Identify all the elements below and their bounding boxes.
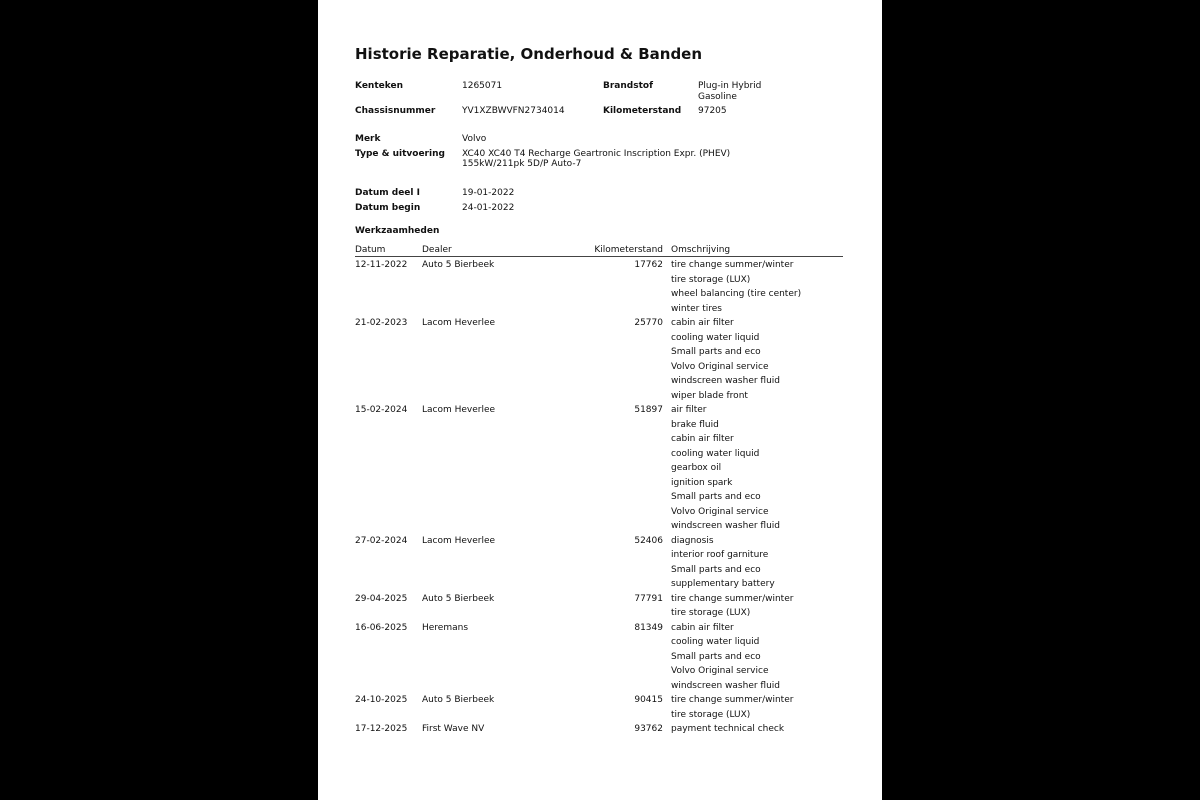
table-row bbox=[355, 592, 843, 621]
row-description: windscreen washer fluid bbox=[671, 376, 781, 386]
row-description: winter tires bbox=[671, 303, 722, 314]
werkzaamheden-heading: Werkzaamheden bbox=[355, 226, 440, 236]
kenteken-label: Kenteken bbox=[355, 81, 403, 91]
row-dealer: Heremans bbox=[422, 622, 469, 633]
kenteken-value: 1265071 bbox=[462, 81, 503, 91]
row-description: Small parts and eco bbox=[671, 492, 761, 502]
row-date: 24-10-2025 bbox=[355, 695, 408, 705]
row-dealer: Auto 5 Bierbeek bbox=[422, 260, 495, 270]
row-description: brake fluid bbox=[671, 419, 719, 430]
row-description: Small parts and eco bbox=[671, 651, 761, 662]
km-value: 97205 bbox=[698, 106, 727, 116]
row-description: tire storage (LUX) bbox=[671, 608, 751, 618]
page-title: Historie Reparatie, Onderhoud & Banden bbox=[355, 45, 703, 63]
row-description: wheel balancing (tire center) bbox=[671, 289, 802, 299]
document-page bbox=[318, 0, 882, 800]
datum-begin-value: 24-01-2022 bbox=[462, 203, 515, 213]
row-description: tire change summer/winter bbox=[671, 695, 794, 705]
row-description: cooling water liquid bbox=[671, 637, 760, 647]
row-date: 15-02-2024 bbox=[355, 405, 408, 415]
row-description: tire change summer/winter bbox=[671, 593, 794, 604]
row-description: ignition spark bbox=[671, 477, 733, 488]
col-km: Kilometerstand bbox=[594, 245, 663, 255]
row-description: tire change summer/winter bbox=[671, 260, 794, 270]
table-row bbox=[355, 403, 843, 534]
table-row bbox=[355, 258, 843, 316]
row-description: windscreen washer fluid bbox=[671, 521, 781, 531]
row-dealer: Lacom Heverlee bbox=[422, 318, 496, 328]
row-dealer: Auto 5 Bierbeek bbox=[422, 593, 495, 604]
row-description: tire storage (LUX) bbox=[671, 274, 751, 285]
col-desc: Omschrijving bbox=[671, 245, 731, 255]
row-description: cabin air filter bbox=[671, 622, 734, 633]
datum-begin-label: Datum begin bbox=[355, 203, 421, 213]
row-description: diagnosis bbox=[671, 535, 714, 546]
row-km: 93762 bbox=[634, 724, 663, 734]
row-km: 81349 bbox=[634, 622, 663, 633]
row-description: gearbox oil bbox=[671, 463, 722, 473]
chassis-label: Chassisnummer bbox=[355, 106, 436, 116]
table-row bbox=[355, 693, 843, 722]
table-row bbox=[355, 534, 843, 592]
row-km: 25770 bbox=[634, 318, 663, 328]
row-description: cooling water liquid bbox=[671, 448, 760, 459]
row-dealer: Auto 5 Bierbeek bbox=[422, 695, 495, 705]
col-date: Datum bbox=[355, 245, 386, 255]
row-description: cooling water liquid bbox=[671, 332, 760, 343]
chassis-value: YV1XZBWVFN2734014 bbox=[462, 106, 565, 116]
row-date: 27-02-2024 bbox=[355, 535, 408, 546]
row-km: 17762 bbox=[634, 260, 663, 270]
row-description: interior roof garniture bbox=[671, 550, 769, 560]
type-value-1: XC40 XC40 T4 Recharge Geartronic Inscription Expr. (PHEV) bbox=[462, 149, 731, 159]
row-description: Volvo Original service bbox=[671, 361, 769, 372]
row-description: air filter bbox=[671, 405, 707, 415]
table-header bbox=[355, 244, 843, 257]
row-description: supplementary battery bbox=[671, 579, 775, 589]
merk-label: Merk bbox=[355, 134, 381, 144]
km-label: Kilometerstand bbox=[603, 106, 682, 116]
type-value-2: 155kW/211pk 5D/P Auto-7 bbox=[462, 159, 582, 169]
row-dealer: Lacom Heverlee bbox=[422, 405, 496, 415]
type-label: Type & uitvoering bbox=[355, 149, 445, 159]
brandstof-label: Brandstof bbox=[603, 81, 653, 91]
table-row bbox=[355, 621, 843, 694]
row-description: wiper blade front bbox=[671, 390, 748, 401]
row-date: 12-11-2022 bbox=[355, 260, 408, 270]
row-date: 17-12-2025 bbox=[355, 724, 408, 734]
row-description: Volvo Original service bbox=[671, 666, 769, 676]
row-date: 21-02-2023 bbox=[355, 318, 408, 328]
row-description: Volvo Original service bbox=[671, 506, 769, 517]
brandstof-value-2: Gasoline bbox=[698, 92, 737, 102]
table-row bbox=[355, 722, 843, 737]
row-dealer: First Wave NV bbox=[422, 724, 485, 734]
datum-deel1-label: Datum deel I bbox=[355, 188, 420, 198]
row-km: 52406 bbox=[634, 535, 663, 546]
row-description: cabin air filter bbox=[671, 434, 734, 444]
row-description: Small parts and eco bbox=[671, 347, 761, 357]
datum-deel1-value: 19-01-2022 bbox=[462, 188, 515, 198]
brandstof-value-1: Plug-in Hybrid bbox=[698, 81, 762, 91]
row-km: 77791 bbox=[634, 593, 663, 604]
merk-value: Volvo bbox=[462, 134, 487, 144]
col-dealer: Dealer bbox=[422, 245, 452, 255]
row-dealer: Lacom Heverlee bbox=[422, 535, 496, 546]
row-description: windscreen washer fluid bbox=[671, 680, 781, 691]
table-row bbox=[355, 316, 843, 403]
row-description: Small parts and eco bbox=[671, 564, 761, 575]
row-date: 29-04-2025 bbox=[355, 593, 408, 604]
row-km: 90415 bbox=[634, 695, 663, 705]
row-date: 16-06-2025 bbox=[355, 622, 408, 633]
row-description: payment technical check bbox=[671, 724, 785, 734]
row-description: cabin air filter bbox=[671, 318, 734, 328]
row-km: 51897 bbox=[634, 405, 663, 415]
row-description: tire storage (LUX) bbox=[671, 709, 751, 720]
